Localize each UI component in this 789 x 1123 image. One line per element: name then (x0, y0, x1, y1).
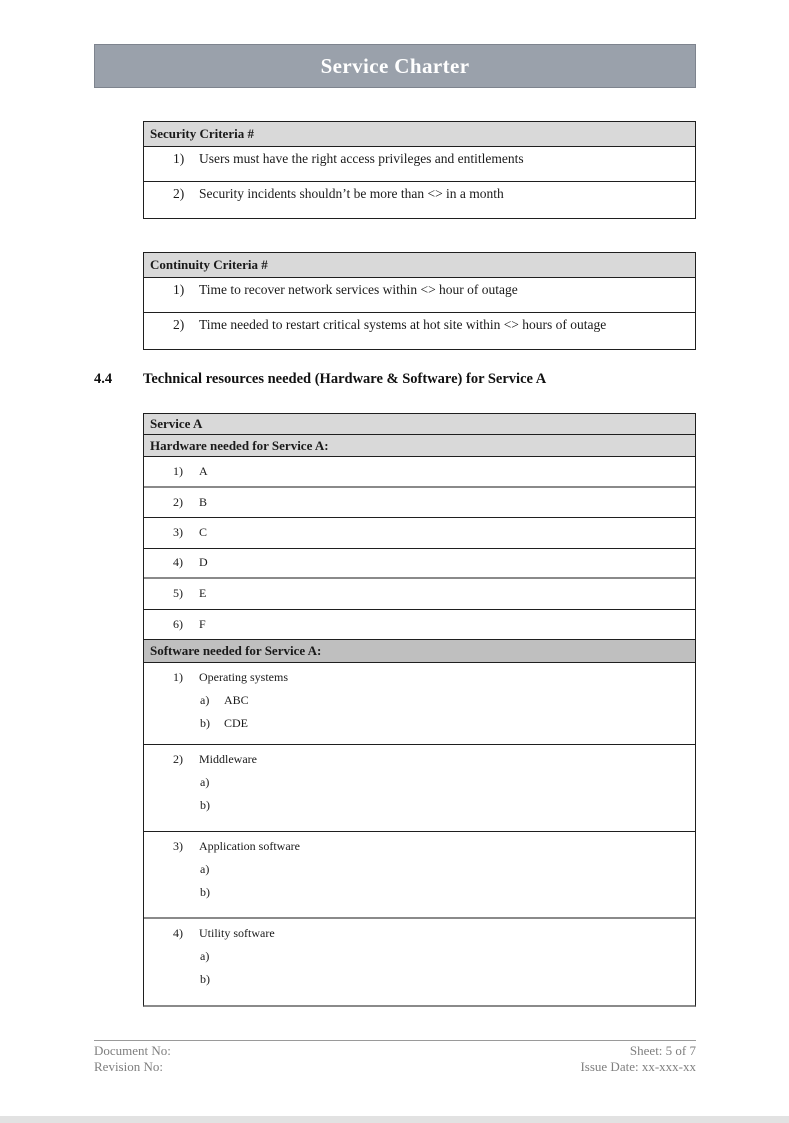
software-sub-item (144, 945, 695, 968)
software-sub-item: a) ABC (200, 693, 249, 707)
sub-list-letter: a) (200, 949, 210, 963)
service-a-title-row (144, 414, 695, 435)
table-row (144, 147, 695, 182)
revision-no-label: Revision No: (94, 1059, 163, 1074)
issue-date: Issue Date: xx-xxx-xx (580, 1059, 696, 1074)
software-sub-item (144, 968, 695, 991)
software-item: 3) Application software (173, 839, 300, 853)
table-row (144, 313, 695, 349)
list-number: 6) (173, 616, 183, 631)
list-number: 2) (173, 494, 183, 509)
list-number: 2) (173, 186, 185, 201)
list-number: 2) (173, 752, 183, 766)
hardware-item: A (199, 463, 208, 478)
hardware-row (144, 610, 695, 641)
software-item: 4) Utility software (173, 926, 275, 940)
software-sub-item (144, 858, 695, 881)
software-sub-item (144, 794, 695, 817)
hardware-item: F (199, 616, 206, 631)
list-number: 3) (173, 525, 183, 540)
list-number: 1) (173, 151, 185, 166)
table-row (144, 182, 695, 218)
service-a-resources-table (143, 413, 696, 1007)
criteria-text: Time needed to restart critical systems at hot site within <> hours of outage (199, 317, 607, 332)
list-number: 4) (173, 555, 183, 570)
software-sub-item (144, 771, 695, 794)
continuity-criteria-table (143, 252, 696, 350)
criteria-text: Users must have the right access privileges and entitlements (199, 151, 524, 166)
list-number: 3) (173, 839, 183, 853)
criteria-text: Time to recover network services within <> hour of outage (199, 282, 518, 297)
table-row (144, 278, 695, 313)
software-row (144, 663, 695, 745)
software-sub-item (144, 881, 695, 904)
sub-list-letter: b) (200, 716, 210, 730)
footer-right (580, 1043, 696, 1075)
list-number: 2) (173, 317, 185, 332)
software-header-row (144, 640, 695, 663)
security-table-header-label: Security Criteria # (150, 126, 254, 141)
page-footer (94, 1040, 696, 1075)
footer-left (94, 1043, 171, 1075)
sub-list-letter: a) (200, 693, 210, 707)
sub-list-letter: a) (200, 775, 210, 789)
software-row (144, 919, 695, 1005)
hardware-header-row (144, 435, 695, 457)
hardware-row (144, 518, 695, 549)
security-table-header (144, 122, 695, 147)
sub-list-letter: b) (200, 972, 210, 986)
page-edge-strip (0, 1116, 789, 1123)
list-number: 5) (173, 586, 183, 601)
software-item: 1) Operating systems (173, 670, 288, 684)
section-title: Technical resources needed (Hardware & Software) for Service A (143, 371, 547, 387)
list-number: 4) (173, 926, 183, 940)
continuity-table-header-label: Continuity Criteria # (150, 257, 268, 272)
security-criteria-table (143, 121, 696, 219)
hardware-item: D (199, 555, 208, 570)
section-number: 4.4 (94, 371, 113, 387)
sub-list-letter: a) (200, 862, 210, 876)
list-number: 1) (173, 670, 183, 684)
list-number: 1) (173, 282, 185, 297)
hardware-item: B (199, 494, 208, 509)
sub-list-letter: b) (200, 798, 210, 812)
hardware-row (144, 549, 695, 580)
software-row (144, 832, 695, 919)
hardware-row (144, 579, 695, 610)
continuity-table-header (144, 253, 695, 278)
criteria-text: Security incidents shouldn’t be more than <> in a month (199, 186, 504, 201)
hardware-header-label: Hardware needed for Service A: (150, 437, 329, 453)
hardware-row (144, 457, 695, 488)
hardware-item: C (199, 525, 208, 540)
service-a-title-label: Service A (150, 416, 203, 431)
hardware-item: E (199, 586, 207, 601)
section-heading (94, 371, 696, 388)
list-number: 1) (173, 463, 183, 478)
hardware-row (144, 488, 695, 519)
title-bar (94, 44, 696, 88)
software-item: 2) Middleware (173, 752, 257, 766)
software-header-label: Software needed for Service A: (150, 643, 322, 658)
sub-list-letter: b) (200, 885, 210, 899)
software-row (144, 745, 695, 832)
page-title: Service Charter (320, 53, 470, 78)
sheet-number: Sheet: 5 of 7 (629, 1043, 696, 1058)
software-sub-item: b) CDE (200, 716, 248, 730)
document-no-label: Document No: (94, 1043, 171, 1058)
